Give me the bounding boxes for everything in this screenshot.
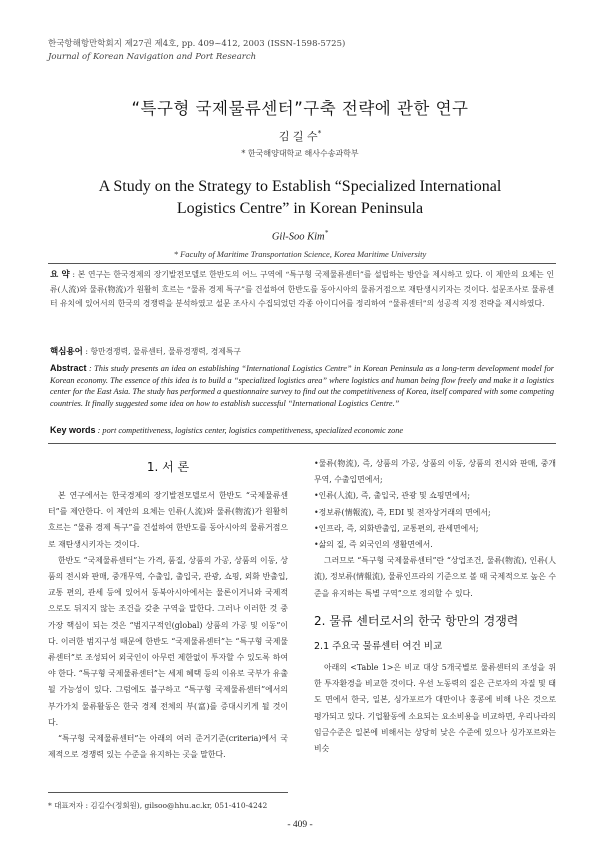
section1-heading: 1. 서 론 — [146, 460, 190, 474]
affiliation-en: * Faculty of Maritime Transportation Science, Korea Maritime University — [173, 249, 427, 259]
left-column — [48, 488, 288, 763]
abstract-ko-text: : 본 연구는 한국경제의 장기발전모델로 한반도의 어느 구역에 “특구형 국제물류센터”를 설립하는 방안을 제시하고 있다. 이 제안의 요체는 인류(人流)와 물류(物流)가 원활히 흐르는 “물류 경제 특구”를 건설하여 한반도를 동아시아의 물류거점으로 재탄생시키자는 것이다. 설문조사로 물류센터 유치에 있어서의 한국의 경쟁력을 분석하였고 설문 조사시 수집되었던 각종 아이디어를 정리하여 “물류센터”의 성공적 지정 전략을 제시하였다. — [50, 270, 554, 308]
keywords-ko-text: : 항만경쟁력, 물류센터, 물류경쟁력, 경제특구 — [82, 347, 241, 356]
author-en-mark: * — [324, 229, 329, 237]
paper-title-en-line2: Logistics Centre” in Korean Peninsula — [176, 200, 424, 217]
section1-paragraph: “특구형 국제물류센터”는 아래의 여러 준거기준(criteria)에서 국제적으로 경쟁력 있는 수준을 유지하는 곳을 말한다. — [48, 734, 288, 760]
author-en — [0, 229, 600, 243]
abstract-bottom-rule — [48, 443, 556, 444]
author-ko-mark: * — [317, 129, 322, 138]
author-ko — [0, 128, 600, 144]
section2-heading: 2. 물류 센터로서의 한국 항만의 경쟁력 — [314, 614, 519, 628]
footnote: * 대표저자 : 김길수(정회원), gilsoo@hhu.ac.kr, 051-410-4242 — [48, 801, 268, 810]
keywords-en-label: Key words — [50, 425, 96, 435]
journal-name-en: Journal of Korean Navigation and Port Research — [48, 52, 257, 62]
page-number: - 409 - — [287, 820, 313, 830]
section2-subheading: 2.1 주요국 물류센터 여건 비교 — [314, 641, 443, 652]
keywords-ko — [50, 345, 554, 357]
paper-title-en — [60, 176, 540, 220]
keywords-en-text: : port competitiveness, logistics center, logistics competitiveness, specialized economic zone — [95, 426, 404, 435]
section2-body — [314, 660, 556, 757]
paper-title-en-line1: A Study on the Strategy to Establish “Specialized International — [98, 178, 502, 195]
journal-header — [48, 38, 345, 64]
author-en-name: Gil-Soo Kim — [271, 231, 325, 243]
keywords-en — [50, 425, 554, 435]
abstract-ko — [50, 268, 554, 312]
section1-paragraph: 한반도 “국제물류센터”는 가격, 품질, 상품의 가공, 상품의 이동, 상품의 전시와 판매, 중개무역, 수출입, 출입국, 관광, 쇼핑, 외화 반출입, 교통 편의, 관세 등에 있어서 동북아시아에서는 물론이거니와 국제적으로도 뒤지지 않는 조건을 갖춘 구역을 말한다. 그러나 이러한 것 중 가장 핵심이 되는 것은 “범지구적인(global) 상품의 가공 및 이동”이다. 이러한 범지구성 때문에 한반도 “국제물류센터”는 “특구형 국제물류센터”로 조성되어 외국인이 아무런 제한없이 투자할 수 있도록 하여야 한다. “특구형 국제물류센터”는 세제 혜택 등의 이유로 국부가 유출될 가능성이 있다. 그럼에도 불구하고 “특구형 국제물류센터”에서의 부가가치 물류활동은 한국 경제 전체의 부(富)를 증대시키게 될 것이다. — [48, 555, 288, 727]
definition-paragraph: 그러므로 “특구형 국제물류센터”란 “상업조건, 물류(物流), 인류(人流), 정보류(情報流), 물류인프라의 기준으로 볼 때 국제적으로 높은 수준을 유지하는 특별 구역”으로 정의할 수 있다. — [314, 556, 556, 598]
right-column — [314, 456, 556, 602]
section1-paragraph: 본 연구에서는 한국경제의 장기발전모델로서 한반도 “국제물류센터”를 제안한다. 이 제안의 요체는 인류(人流)와 물류(物流)가 원활히 흐르는 “물류 경제 특구”를 건설하여 한반도를 동아시아의 물류거점으로 재탄생시키자는 것이다. — [48, 491, 288, 549]
paper-title-ko: “특구형 국제물류센터”구축 전략에 관한 연구 — [131, 99, 469, 118]
keywords-ko-label: 핵심용어 — [50, 347, 83, 357]
abstract-en-label: Abstract — [50, 363, 87, 373]
author-ko-name: 김 길 수 — [278, 130, 318, 143]
abstract-en — [50, 363, 554, 409]
abstract-top-rule — [48, 263, 556, 264]
bullet-item: •인류(人流), 즉, 출입국, 관광 및 쇼핑면에서; — [314, 491, 471, 501]
abstract-ko-label: 요 약 — [50, 270, 70, 280]
section2-paragraph: 아래의 <Table 1>은 비교 대상 5개국별로 물류센터의 조성을 위한 투자환경을 비교한 것이다. 우선 노동력의 질은 근로자의 자질 및 태도 면에서 한국, 일본, 싱가포르가 대만이나 홍콩에 비해 나은 것으로 평가되고 있다. 기업활동에 소요되는 요소비용을 비교하면, 우리나라의 임금수준은 일본에 비해서는 상당히 낮은 수준에 있으나 싱가포르와는 비슷 — [314, 663, 556, 754]
abstract-en-text: : This study presents an idea on establishing “International Logistics Centre” in Korean Peninsula as a long-term development model for Korean economy. The essence of this idea is to build a “specialized logistics area” where logistics and human being flow freely and make it a logistics center for the East Asia. The study has performed a questionnaire survey to find out the competitiveness of Korea, itself compared with some competing countries. It finally suggested some idea on how to establish successful “International Logistics Centre.” — [50, 364, 554, 408]
bullet-item: •삶의 질, 즉 외국인의 생활면에서. — [314, 540, 433, 550]
bullet-item: •물류(物流), 즉, 상품의 가공, 상품의 이동, 상품의 전시와 판매, 중개 무역, 수출입면에서; — [314, 459, 556, 485]
affiliation-ko: * 한국해양대학교 해사수송과학부 — [241, 149, 359, 158]
journal-citation: 한국항해항만학회지 제27권 제4호, pp. 409~412, 2003 (ISSN-1598-5725) — [48, 39, 346, 49]
bullet-item: •정보류(情報流), 즉, EDI 및 전자상거래의 면에서; — [314, 507, 491, 517]
footnote-rule — [48, 792, 288, 793]
bullet-item: •인프라, 즉, 외화반출입, 교통편의, 관세면에서; — [314, 523, 479, 533]
